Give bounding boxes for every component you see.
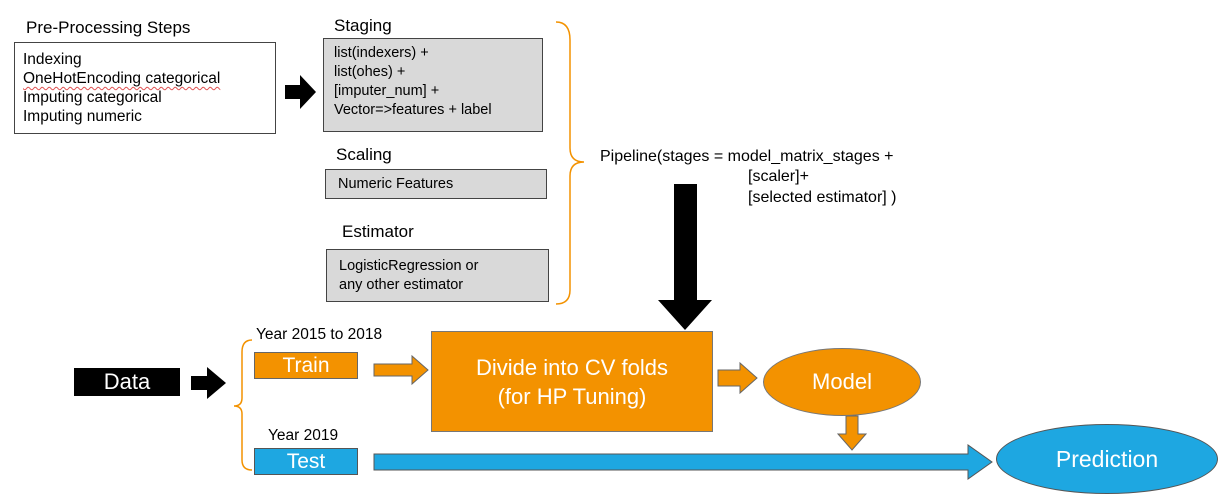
arrow-pipeline-to-cv (658, 184, 712, 330)
test-box: Test (254, 448, 358, 475)
cv-folds-line-2: (for HP Tuning) (497, 383, 647, 409)
data-box: Data (74, 368, 180, 396)
prediction-ellipse: Prediction (996, 424, 1218, 494)
estimator-box (326, 249, 549, 302)
cv-folds-line-1: Divide into CV folds (476, 354, 668, 380)
preprocessing-item-impute-cat: Imputing categorical (23, 89, 162, 106)
pipeline-line-2: [scaler]+ (748, 168, 809, 185)
scaling-title: Scaling (336, 145, 392, 164)
estimator-item-logreg: LogisticRegression or (339, 258, 479, 274)
preprocessing-title: Pre-Processing Steps (26, 18, 191, 37)
staging-title: Staging (334, 16, 392, 35)
pipeline-line-3: [selected estimator] ) (748, 189, 897, 206)
arrow-train-to-cv (374, 356, 428, 384)
staging-item-indexers: list(indexers) + (334, 45, 429, 61)
model-ellipse: Model (763, 348, 921, 416)
stages-brace (556, 22, 584, 304)
estimator-title: Estimator (342, 222, 414, 241)
estimator-item-other: any other estimator (339, 277, 464, 293)
preprocessing-box (14, 42, 276, 134)
staging-item-ohes: list(ohes) + (334, 64, 406, 80)
cv-folds-box (431, 331, 713, 432)
train-box: Train (254, 352, 358, 379)
train-period-label: Year 2015 to 2018 (256, 326, 383, 343)
staging-item-vector: Vector=>features + label (334, 102, 492, 118)
split-brace (234, 340, 252, 470)
arrow-test-to-prediction (374, 445, 992, 479)
staging-box (323, 38, 543, 132)
preprocessing-item-indexing: Indexing (23, 51, 82, 68)
arrow-data-to-split (191, 367, 226, 399)
arrow-cv-to-model (718, 363, 757, 393)
staging-item-imputer: [imputer_num] + (334, 83, 440, 99)
preprocessing-item-impute-num: Imputing numeric (23, 108, 142, 125)
pipeline-line-1: Pipeline(stages = model_matrix_stages + (600, 148, 894, 165)
arrow-preprocessing-to-staging (285, 75, 316, 109)
preprocessing-item-onehot: OneHotEncoding categorical (23, 70, 221, 87)
scaling-item-numeric: Numeric Features (338, 176, 454, 192)
scaling-box (325, 169, 547, 199)
arrow-model-down (838, 416, 866, 450)
test-period-label: Year 2019 (268, 427, 339, 444)
